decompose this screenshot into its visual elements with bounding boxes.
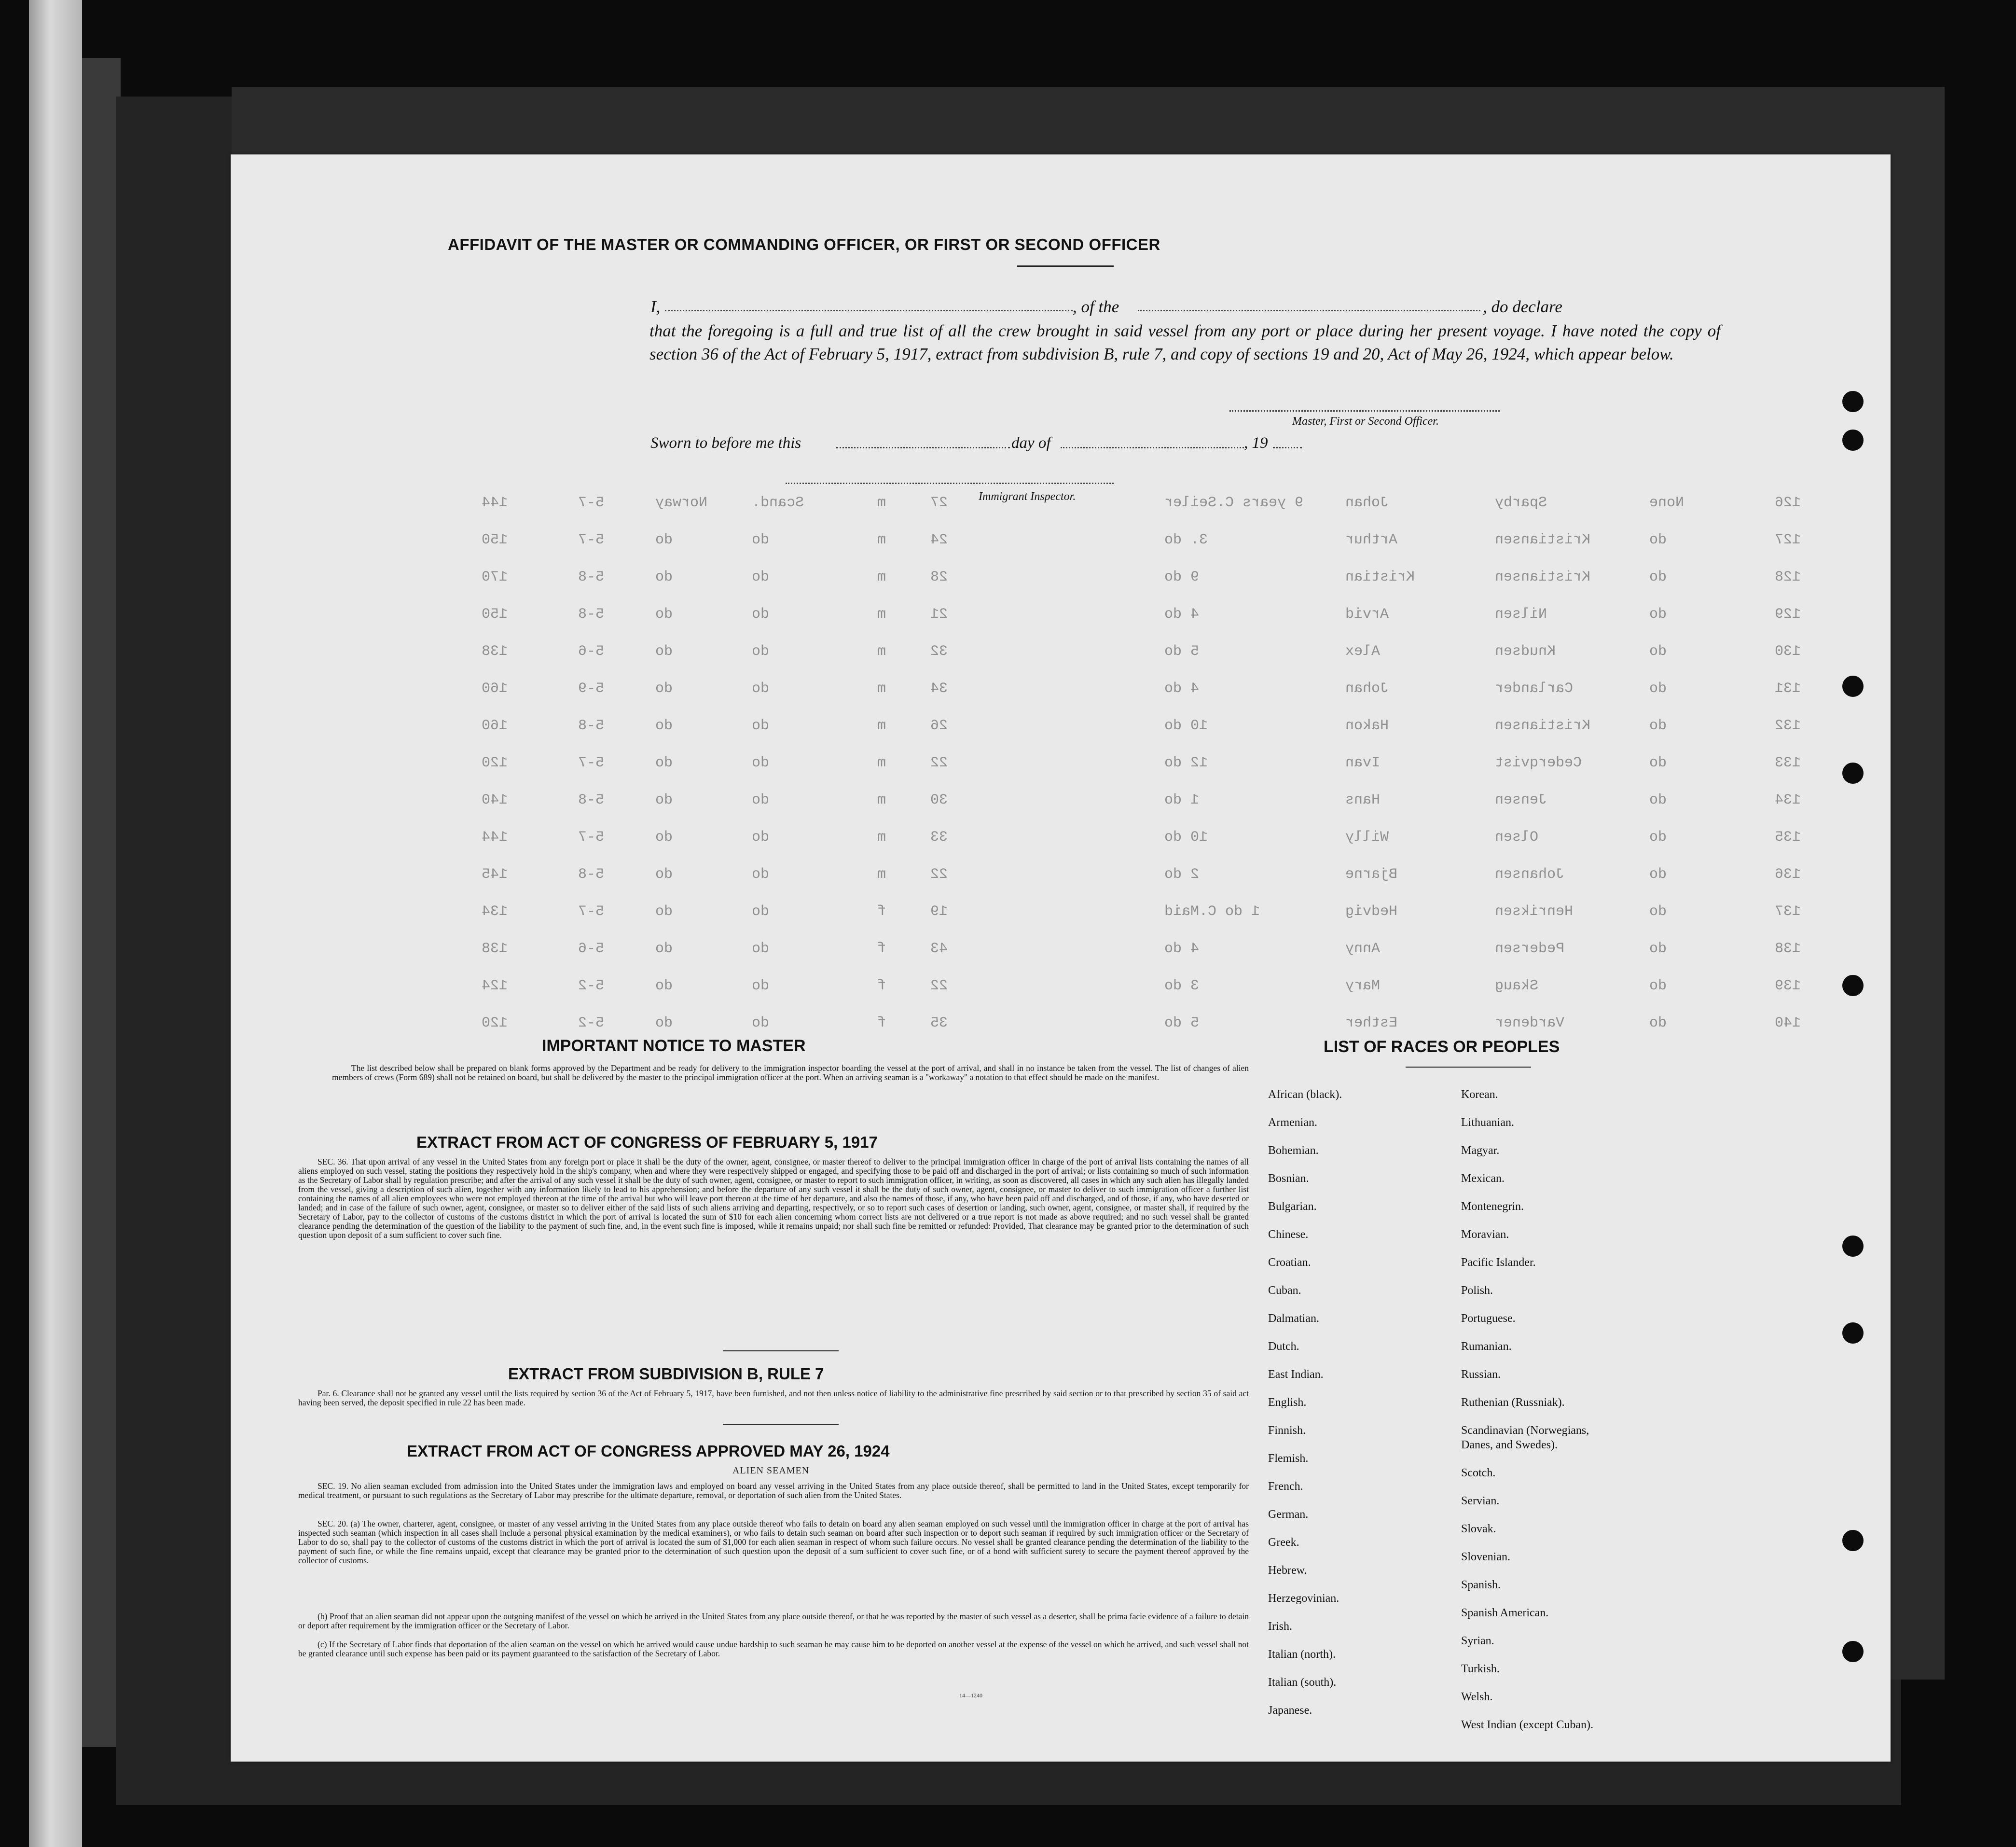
ghost-cell-country: Norway (655, 495, 708, 511)
race-item: Scandinavian (Norwegians, (1461, 1424, 1589, 1437)
ghost-cell-wt: 160 (482, 718, 508, 734)
ghost-cell-wt: 144 (482, 495, 508, 511)
form-number: 14—1240 (959, 1692, 982, 1699)
punch-hole (1842, 1236, 1864, 1257)
extract-rule7-title: EXTRACT FROM SUBDIVISION B, RULE 7 (508, 1365, 824, 1383)
ghost-cell-sex: m (877, 495, 886, 511)
signature-caption: Master, First or Second Officer. (1292, 415, 1439, 428)
ghost-cell-nat: do (752, 792, 770, 808)
race-item: East Indian. (1268, 1368, 1324, 1381)
ghost-cell-age: 19 (930, 903, 948, 920)
ghost-cell-country: do (655, 792, 673, 808)
race-item: Slovenian. (1461, 1551, 1510, 1563)
ghost-cell-mark: None (1649, 495, 1685, 511)
punch-hole (1842, 391, 1864, 412)
ghost-cell-n: 126 (1775, 495, 1801, 511)
ghost-cell-mark: do (1649, 680, 1667, 697)
ghost-cell-sex: f (877, 978, 886, 994)
ghost-cell-pos: 10 do (1164, 718, 1208, 734)
ghost-cell-pos: 9 years C.Seiler (1164, 495, 1304, 511)
ghost-cell-last: Kristiansen (1495, 569, 1591, 585)
ghost-cell-last: Kristiansen (1495, 718, 1591, 734)
race-item: Spanish American. (1461, 1607, 1549, 1619)
extract-1917-title: EXTRACT FROM ACT OF CONGRESS OF FEBRUARY 5, 1917 (416, 1133, 878, 1151)
ghost-cell-first: Kristian (1345, 569, 1415, 585)
races-title: LIST OF RACES OR PEOPLES (1324, 1038, 1560, 1056)
race-item: English. (1268, 1396, 1307, 1409)
ghost-cell-n: 139 (1775, 978, 1801, 994)
race-item: Welsh. (1461, 1691, 1493, 1703)
race-item: Finnish. (1268, 1424, 1306, 1437)
ghost-cell-country: do (655, 755, 673, 771)
section-rule (723, 1424, 839, 1425)
ghost-cell-first: Alex (1345, 643, 1381, 660)
ghost-cell-pos: 2 do (1164, 866, 1200, 883)
ghost-cell-nat: do (752, 866, 770, 883)
ghost-row (231, 903, 1891, 932)
ghost-cell-country: do (655, 532, 673, 548)
race-item: Moravian. (1461, 1228, 1509, 1241)
race-item: Montenegrin. (1461, 1200, 1524, 1213)
ghost-cell-sex: m (877, 532, 886, 548)
ghost-cell-mark: do (1649, 866, 1667, 883)
signature-blank (1229, 410, 1500, 412)
ghost-cell-first: Johan (1345, 495, 1389, 511)
ghost-cell-ht: 5-6 (578, 643, 605, 660)
ghost-cell-nat: do (752, 606, 770, 623)
ghost-cell-first: Hedvig (1345, 903, 1398, 920)
race-item: Portuguese. (1461, 1312, 1516, 1325)
ghost-cell-wt: 138 (482, 643, 508, 660)
race-item: African (black). (1268, 1088, 1342, 1101)
race-item: Flemish. (1268, 1452, 1309, 1465)
ghost-row (231, 606, 1891, 635)
ghost-cell-age: 22 (930, 866, 948, 883)
race-item: Korean. (1461, 1088, 1498, 1101)
ghost-cell-last: Kristiansen (1495, 532, 1591, 548)
sworn-month-blank (1061, 447, 1244, 448)
ghost-cell-pos: 10 do (1164, 829, 1208, 846)
ghost-cell-country: do (655, 903, 673, 920)
ghost-cell-first: Hans (1345, 792, 1381, 808)
ghost-cell-first: Johan (1345, 680, 1389, 697)
ghost-cell-last: Olsen (1495, 829, 1539, 846)
ghost-cell-last: Knudsen (1495, 643, 1556, 660)
ghost-cell-sex: m (877, 755, 886, 771)
ghost-cell-age: 24 (930, 532, 948, 548)
ghost-cell-nat: Scand. (752, 495, 804, 511)
ghost-cell-pos: 3 do (1164, 978, 1200, 994)
sec19-text: SEC. 19. No alien seaman excluded from admission into the United States under the immigration laws and employed on board any vessel arriving in the United States from any place outside thereof, shall be permitted to land in the United States, except temporarily for medical treatment, or pursuant to such regulations as the Secretary of Labor may prescribe for the ultimate departure, removal, or deportation of such alien from the United States. (298, 1481, 1249, 1500)
ghost-cell-n: 131 (1775, 680, 1801, 697)
ghost-cell-country: do (655, 1015, 673, 1031)
ghost-cell-age: 21 (930, 606, 948, 623)
ghost-cell-age: 28 (930, 569, 948, 585)
ghost-cell-last: Skaug (1495, 978, 1539, 994)
ghost-row (231, 1015, 1891, 1044)
alien-seamen-subtitle: ALIEN SEAMEN (732, 1465, 810, 1476)
ghost-cell-ht: 5-8 (578, 718, 605, 734)
ghost-cell-sex: m (877, 569, 886, 585)
ghost-cell-wt: 124 (482, 978, 508, 994)
race-item: Ruthenian (Russniak). (1461, 1396, 1565, 1409)
ghost-cell-first: Arvid (1345, 606, 1389, 623)
race-item: Spanish. (1461, 1579, 1501, 1591)
ghost-cell-n: 127 (1775, 532, 1801, 548)
race-item: Servian. (1461, 1495, 1500, 1507)
ghost-cell-ht: 5-7 (578, 829, 605, 846)
ghost-cell-sex: f (877, 903, 886, 920)
ghost-cell-country: do (655, 643, 673, 660)
ghost-cell-first: Esther (1345, 1015, 1398, 1031)
ghost-cell-n: 135 (1775, 829, 1801, 846)
ghost-cell-country: do (655, 718, 673, 734)
punch-hole (1842, 1322, 1864, 1344)
ghost-cell-ht: 5-8 (578, 569, 605, 585)
affidavit-of-the: , of the (1073, 297, 1119, 316)
extract-rule7-text: Par. 6. Clearance shall not be granted any vessel until the lists required by section 36 of the Act of February 5, 1917, have been furnished, and not then unless notice of liability to the administrative fine prescribed by said section or to that prescribed by section 35 of said act having been served, the deposit specified in rule 22 has been made. (298, 1389, 1249, 1407)
ghost-cell-n: 130 (1775, 643, 1801, 660)
race-item: Turkish. (1461, 1663, 1500, 1675)
ghost-cell-country: do (655, 978, 673, 994)
ghost-cell-mark: do (1649, 829, 1667, 846)
race-item: Hebrew. (1268, 1564, 1307, 1577)
ghost-cell-age: 33 (930, 829, 948, 846)
ghost-cell-country: do (655, 569, 673, 585)
ghost-row (231, 643, 1891, 672)
ghost-cell-mark: do (1649, 792, 1667, 808)
race-item: Syrian. (1461, 1635, 1494, 1647)
ghost-cell-age: 26 (930, 718, 948, 734)
ghost-cell-wt: 140 (482, 792, 508, 808)
ghost-cell-pos: 4 do (1164, 941, 1200, 957)
race-item: Japanese. (1268, 1704, 1312, 1717)
ghost-cell-pos: 1 do (1164, 792, 1200, 808)
ghost-cell-pos: 12 do (1164, 755, 1208, 771)
ghost-cell-country: do (655, 680, 673, 697)
affidavit-body: that the foregoing is a full and true list of all the crew brought in said vessel from any port or place during her present voyage. I have noted the copy of section 36 of the Act of February 5, 1917, extract from subdivision B, rule 7, and copy of sections 19 and 20, Act of May 26, 1924, which appear below. (649, 321, 1721, 363)
ghost-cell-age: 27 (930, 495, 948, 511)
ghost-cell-sex: m (877, 829, 886, 846)
title-rule (1017, 265, 1114, 267)
vessel-blank (1138, 310, 1480, 311)
race-item: Lithuanian. (1461, 1116, 1514, 1129)
sec20c-text: (c) If the Secretary of Labor finds that deportation of the alien seaman on the vessel on which he arrived would cause undue hardship to such seaman he may cause him to be deported on another vessel at the expense of the vessel on which he arrived, and such vessel shall not be granted clearance until such expense has been paid or its payment guaranteed to the satisfaction of the Secretary of Labor. (298, 1639, 1249, 1658)
ghost-row (231, 532, 1891, 561)
race-item: Armenian. (1268, 1116, 1317, 1129)
ghost-cell-mark: do (1649, 718, 1667, 734)
ghost-cell-wt: 150 (482, 606, 508, 623)
ghost-cell-nat: do (752, 718, 770, 734)
ghost-cell-mark: do (1649, 978, 1667, 994)
ghost-cell-ht: 5-9 (578, 680, 605, 697)
extract-1924-title: EXTRACT FROM ACT OF CONGRESS APPROVED MAY 26, 1924 (407, 1442, 890, 1460)
ghost-cell-wt: 120 (482, 755, 508, 771)
ghost-row (231, 718, 1891, 747)
punch-hole (1842, 1530, 1864, 1551)
ghost-cell-sex: m (877, 680, 886, 697)
sworn-day-of: day of (1011, 434, 1051, 452)
ghost-cell-mark: do (1649, 755, 1667, 771)
section-rule (723, 1350, 839, 1351)
sec20a-text: SEC. 20. (a) The owner, charterer, agent, consignee, or master of any vessel arriving in the United States from any place outside thereof who fails to detain on board any alien seaman employed on such vessel until the immigration officer in charge at the port of arrival has inspected such seaman (which inspection in all cases shall include a personal physical examination by the medical examiners), or who fails to detain such seaman on board after such inspection or to deport such seaman if required by such immigration officer or the Secretary of Labor to do so, shall pay to the collector of customs of the customs district in which the port of arrival is located the sum of $1,000 for each alien seaman in respect of whom such failure occurs. No vessel shall be granted clearance pending the determination of the liability to the payment of such fine, or while the fine remains unpaid, except that clearance may be granted prior to the determination of such question upon the deposit of a sum sufficient to cover such fine, or of a bond with sufficient surety to secure the payment thereof approved by the collector of customs. (298, 1519, 1249, 1565)
ghost-cell-first: Ivan (1345, 755, 1381, 771)
ghost-cell-ht: 5-8 (578, 792, 605, 808)
ghost-cell-ht: 5-7 (578, 755, 605, 771)
ghost-cell-pos: 5 do (1164, 643, 1200, 660)
race-item: Bulgarian. (1268, 1200, 1317, 1213)
race-item: Greek. (1268, 1536, 1299, 1549)
race-item: Italian (south). (1268, 1676, 1337, 1689)
race-item: Herzegovinian. (1268, 1592, 1339, 1605)
ghost-cell-sex: m (877, 866, 886, 883)
ghost-cell-ht: 5-7 (578, 532, 605, 548)
ghost-cell-mark: do (1649, 903, 1667, 920)
ghost-cell-sex: m (877, 718, 886, 734)
race-item: Pacific Islander. (1461, 1256, 1536, 1269)
affidavit-title: AFFIDAVIT OF THE MASTER OR COMMANDING OFFICER, OR FIRST OR SECOND OFFICER (448, 236, 1160, 253)
ghost-cell-pos: 4 do (1164, 606, 1200, 623)
ghost-cell-last: Henriksen (1495, 903, 1574, 920)
inspector-blank (786, 483, 1114, 484)
ghost-cell-age: 22 (930, 978, 948, 994)
sworn-prefix: Sworn to before me this (650, 434, 801, 452)
ghost-cell-n: 132 (1775, 718, 1801, 734)
race-item: Dutch. (1268, 1340, 1299, 1353)
ghost-cell-pos: 3. do (1164, 532, 1208, 548)
ghost-cell-age: 32 (930, 643, 948, 660)
ghost-cell-wt: 144 (482, 829, 508, 846)
ghost-row (231, 941, 1891, 970)
extract-1917-text: SEC. 36. That upon arrival of any vessel in the United States from any foreign port or place it shall be the duty of the owner, agent, consignee, or master thereof to deliver to the principal immigration officer in charge of the port of arrival lists containing the names of all aliens employed on such vessel, stating the positions they respectively hold in the ship's company, when and where they were respectively shipped or engaged, and specifying those to be paid off and discharged in the port of arrival; or lists containing so much of such information as the Secretary of Labor shall by regulation prescribe; and after the arrival of any such vessel it shall be the duty of such owner, agent, consignee, or master to report to such immigration officer, in writing, as soon as discovered, all cases in which any such alien has illegally landed from the vessel, giving a description of such alien, together with any information likely to lead to his apprehension; and before the departure of any such vessel it shall be the duty of such owner, agent, consignee, or master to deliver to such immigration officer a further list containing the names of all alien employees who were not employed thereon at the time of the arrival but who will leave port thereon at the time of her departure, and also the names of those, if any, who have been paid off and discharged, and of those, if any, who have deserted or landed; and in case of the failure of such owner, agent, consignee, or master so to deliver either of the said lists of such aliens arriving and departing, respectively, or so to report such cases of desertion or landing, such owner, agent, consignee, or master shall, if required by the Secretary of Labor, pay to the collector of customs of the customs district in which the port of arrival is located the sum of $10 for each alien concerning whom correct lists are not delivered or a true report is not made as above required; and no such vessel shall be granted clearance pending the determination of the question of the liability to the payment of such fine, and, in the event such fine is imposed, while it remains unpaid; nor shall such fine be remitted or refunded: Provided, That clearance may be granted prior to the determination of such question upon deposit of a sum sufficient to cover such fine. (298, 1157, 1249, 1240)
race-item: German. (1268, 1508, 1309, 1521)
race-item: Scotch. (1461, 1467, 1496, 1479)
sec20b-text: (b) Proof that an alien seaman did not appear upon the outgoing manifest of the vessel on which he arrived in the United States from any place outside thereof, or that he was reported by the master of such vessel as a deserter, shall be prima facie evidence of a failure to detain or deport after requirement by the immigration officer or the Secretary of Labor. (298, 1611, 1249, 1630)
manifest-page (231, 154, 1891, 1762)
ghost-cell-ht: 5-2 (578, 1015, 605, 1031)
inspector-caption: Immigrant Inspector. (979, 490, 1076, 503)
ghost-cell-ht: 5-6 (578, 941, 605, 957)
race-item: Irish. (1268, 1620, 1292, 1633)
ghost-cell-last: Vardener (1495, 1015, 1565, 1031)
notice-title: IMPORTANT NOTICE TO MASTER (542, 1037, 806, 1055)
race-item: Dalmatian. (1268, 1312, 1319, 1325)
ghost-cell-n: 136 (1775, 866, 1801, 883)
sworn-year: , 19 (1244, 434, 1268, 452)
ghost-cell-ht: 5-8 (578, 866, 605, 883)
ghost-row (231, 755, 1891, 784)
ghost-cell-ht: 5-2 (578, 978, 605, 994)
ghost-cell-wt: 145 (482, 866, 508, 883)
ghost-cell-first: Hakon (1345, 718, 1389, 734)
ghost-cell-sex: m (877, 792, 886, 808)
ghost-row (231, 978, 1891, 1007)
ghost-cell-last: Johansen (1495, 866, 1565, 883)
race-item: Chinese. (1268, 1228, 1309, 1241)
ghost-cell-country: do (655, 941, 673, 957)
race-item: Magyar. (1461, 1144, 1500, 1157)
race-item: Russian. (1461, 1368, 1501, 1381)
ghost-cell-n: 140 (1775, 1015, 1801, 1031)
race-item: Croatian. (1268, 1256, 1311, 1269)
ghost-cell-age: 22 (930, 755, 948, 771)
ghost-cell-nat: do (752, 1015, 770, 1031)
race-item: Bohemian. (1268, 1144, 1319, 1157)
ghost-cell-nat: do (752, 829, 770, 846)
ghost-cell-n: 137 (1775, 903, 1801, 920)
ghost-cell-mark: do (1649, 569, 1667, 585)
ghost-cell-ht: 5-7 (578, 903, 605, 920)
ghost-cell-last: Sparby (1495, 495, 1547, 511)
punch-hole (1842, 1641, 1864, 1662)
ghost-cell-n: 129 (1775, 606, 1801, 623)
race-item: Danes, and Swedes). (1461, 1439, 1558, 1451)
ghost-cell-first: Bjarne (1345, 866, 1398, 883)
ghost-cell-pos: 5 do (1164, 1015, 1200, 1031)
race-item: French. (1268, 1480, 1303, 1493)
ghost-cell-nat: do (752, 532, 770, 548)
race-item: Italian (north). (1268, 1648, 1336, 1661)
race-item: Mexican. (1461, 1172, 1505, 1185)
ghost-cell-last: Cederqvist (1495, 755, 1582, 771)
ghost-cell-sex: f (877, 941, 886, 957)
ghost-cell-first: Mary (1345, 978, 1381, 994)
race-item: Rumanian. (1461, 1340, 1512, 1353)
ghost-row (231, 680, 1891, 709)
ghost-cell-first: Arthur (1345, 532, 1398, 548)
binding-strip (29, 0, 82, 1847)
ghost-cell-country: do (655, 866, 673, 883)
races-rule (1406, 1067, 1531, 1068)
ghost-cell-mark: do (1649, 1015, 1667, 1031)
ghost-cell-last: Jensen (1495, 792, 1547, 808)
name-blank (665, 310, 1073, 311)
sworn-year-blank (1273, 447, 1302, 448)
punch-hole (1842, 430, 1864, 451)
ghost-cell-last: Nilsen (1495, 606, 1547, 623)
ghost-cell-n: 133 (1775, 755, 1801, 771)
ghost-cell-mark: do (1649, 606, 1667, 623)
ghost-cell-nat: do (752, 903, 770, 920)
ghost-cell-sex: m (877, 643, 886, 660)
ghost-cell-nat: do (752, 978, 770, 994)
ghost-cell-wt: 160 (482, 680, 508, 697)
race-item: West Indian (except Cuban). (1461, 1719, 1593, 1731)
ghost-cell-sex: f (877, 1015, 886, 1031)
ghost-cell-mark: do (1649, 643, 1667, 660)
affidavit-declare: , do declare (1483, 297, 1562, 316)
ghost-cell-nat: do (752, 941, 770, 957)
ghost-cell-age: 43 (930, 941, 948, 957)
ghost-cell-wt: 138 (482, 941, 508, 957)
ghost-cell-last: Pedersen (1495, 941, 1565, 957)
ghost-cell-nat: do (752, 643, 770, 660)
ghost-cell-pos: 9 do (1164, 569, 1200, 585)
ghost-cell-wt: 150 (482, 532, 508, 548)
ghost-cell-age: 35 (930, 1015, 948, 1031)
ghost-cell-first: Anny (1345, 941, 1381, 957)
ghost-cell-nat: do (752, 569, 770, 585)
ghost-cell-first: Willy (1345, 829, 1389, 846)
race-item: Slovak. (1461, 1523, 1496, 1535)
ghost-cell-mark: do (1649, 532, 1667, 548)
ghost-cell-pos: 1 do C.Maid (1164, 903, 1260, 920)
ghost-row (231, 829, 1891, 858)
ghost-cell-last: Carlander (1495, 680, 1574, 697)
affidavit-i: I, (650, 297, 661, 316)
ghost-cell-country: do (655, 829, 673, 846)
ghost-cell-age: 34 (930, 680, 948, 697)
ghost-cell-sex: m (877, 606, 886, 623)
race-item: Cuban. (1268, 1284, 1301, 1297)
ghost-row (231, 569, 1891, 598)
notice-text: The list described below shall be prepared on blank forms approved by the Department and be ready for delivery to the immigration inspector boarding the vessel at the port of arrival, and shall in no instance be taken from the vessel. The list of changes of alien members of crews (Form 689) shall not be retained on board, but shall be delivered by the master to the principal immigration officer at the port. When an arriving seaman is a "workaway" a notation to that effect should be made on the manifest. (332, 1063, 1249, 1082)
ghost-row (231, 792, 1891, 821)
race-item: Polish. (1461, 1284, 1493, 1297)
ghost-cell-pos: 4 do (1164, 680, 1200, 697)
ghost-cell-ht: 5-8 (578, 606, 605, 623)
ghost-cell-ht: 5-7 (578, 495, 605, 511)
ghost-cell-wt: 120 (482, 1015, 508, 1031)
ghost-cell-wt: 134 (482, 903, 508, 920)
ghost-row (231, 866, 1891, 895)
ghost-cell-n: 128 (1775, 569, 1801, 585)
ghost-cell-country: do (655, 606, 673, 623)
binding-edge (82, 58, 121, 1747)
sworn-day-blank (836, 447, 1010, 448)
race-item: Bosnian. (1268, 1172, 1309, 1185)
ghost-cell-n: 134 (1775, 792, 1801, 808)
ghost-cell-nat: do (752, 755, 770, 771)
ghost-cell-mark: do (1649, 941, 1667, 957)
ghost-cell-wt: 170 (482, 569, 508, 585)
ghost-cell-nat: do (752, 680, 770, 697)
ghost-cell-age: 30 (930, 792, 948, 808)
ghost-cell-n: 138 (1775, 941, 1801, 957)
